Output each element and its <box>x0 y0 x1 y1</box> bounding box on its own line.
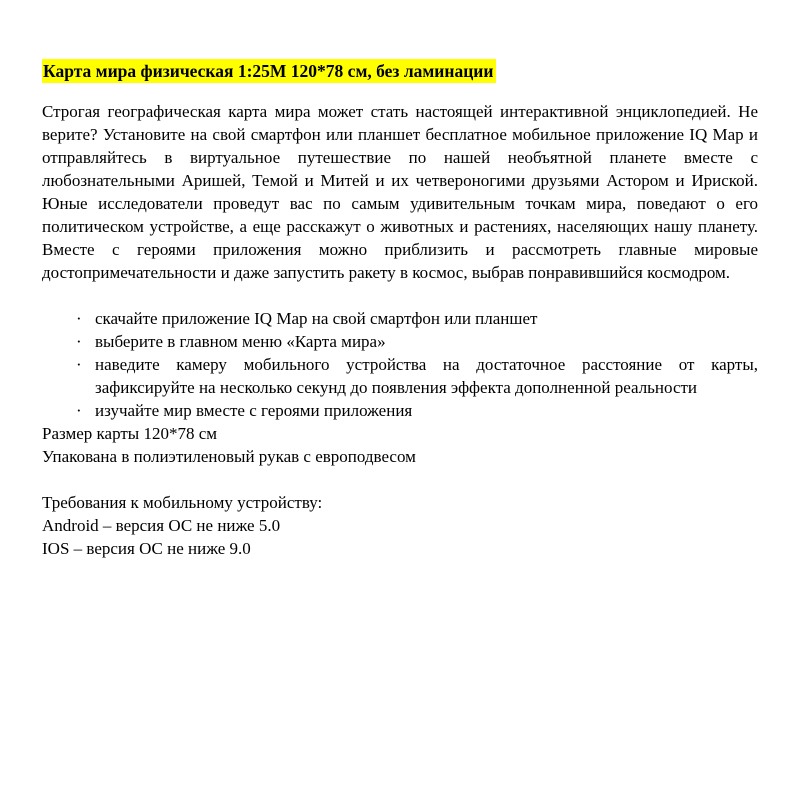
requirement-android: Android – версия ОС не ниже 5.0 <box>42 516 281 535</box>
list-item-text: скачайте приложение IQ Map на свой смартфон или планшет <box>95 309 538 328</box>
requirements-heading: Требования к мобильному устройству: <box>42 493 323 512</box>
list-item <box>42 399 758 422</box>
map-size-line: Размер карты 120*78 см <box>42 424 218 443</box>
page-title-highlight: Карта мира физическая 1:25М 120*78 см, без ламинации <box>42 59 496 83</box>
list-item <box>42 330 758 353</box>
list-item <box>42 307 758 330</box>
instructions-list <box>42 307 758 422</box>
intro-paragraph: Строгая географическая карта мира может стать настоящей интерактивной энциклопедией. Не верите? Установите на свой смартфон или планшет бесплатное мобильное приложение IQ Map и отправляйтесь в виртуальное путешествие по нашей необъятной планете вместе с любознательными Аришей, Темой и Митей и их четвероногими друзьями Астором и Ириской. Юные исследователи проведут вас по самым удивительным точкам мира, поведают о его политическом устройстве, а еще расскажут о животных и растениях, населяющих нашу планету. Вместе с героями приложения можно приблизить и рассмотреть главные мировые достопримечательности и даже запустить ракету в космос, выбрав понравившийся космодром. <box>42 102 758 282</box>
list-item-text: изучайте мир вместе с героями приложения <box>95 401 413 420</box>
bullet-icon: · <box>76 309 82 328</box>
bullet-icon: · <box>76 355 82 374</box>
list-item <box>42 353 758 399</box>
list-item-text: наведите камеру мобильного устройства на достаточное расстояние от карты, зафиксируйте на несколько секунд до появления эффекта дополненной реальности <box>95 355 758 397</box>
packaging-line: Упакована в полиэтиленовый рукав с европодвесом <box>42 447 416 466</box>
bullet-icon: · <box>76 401 82 420</box>
bullet-icon: · <box>76 332 82 351</box>
requirement-ios: IOS – версия ОС не ниже 9.0 <box>42 539 251 558</box>
page-title <box>42 60 758 83</box>
list-item-text: выберите в главном меню «Карта мира» <box>95 332 386 351</box>
requirements-section <box>42 491 758 560</box>
